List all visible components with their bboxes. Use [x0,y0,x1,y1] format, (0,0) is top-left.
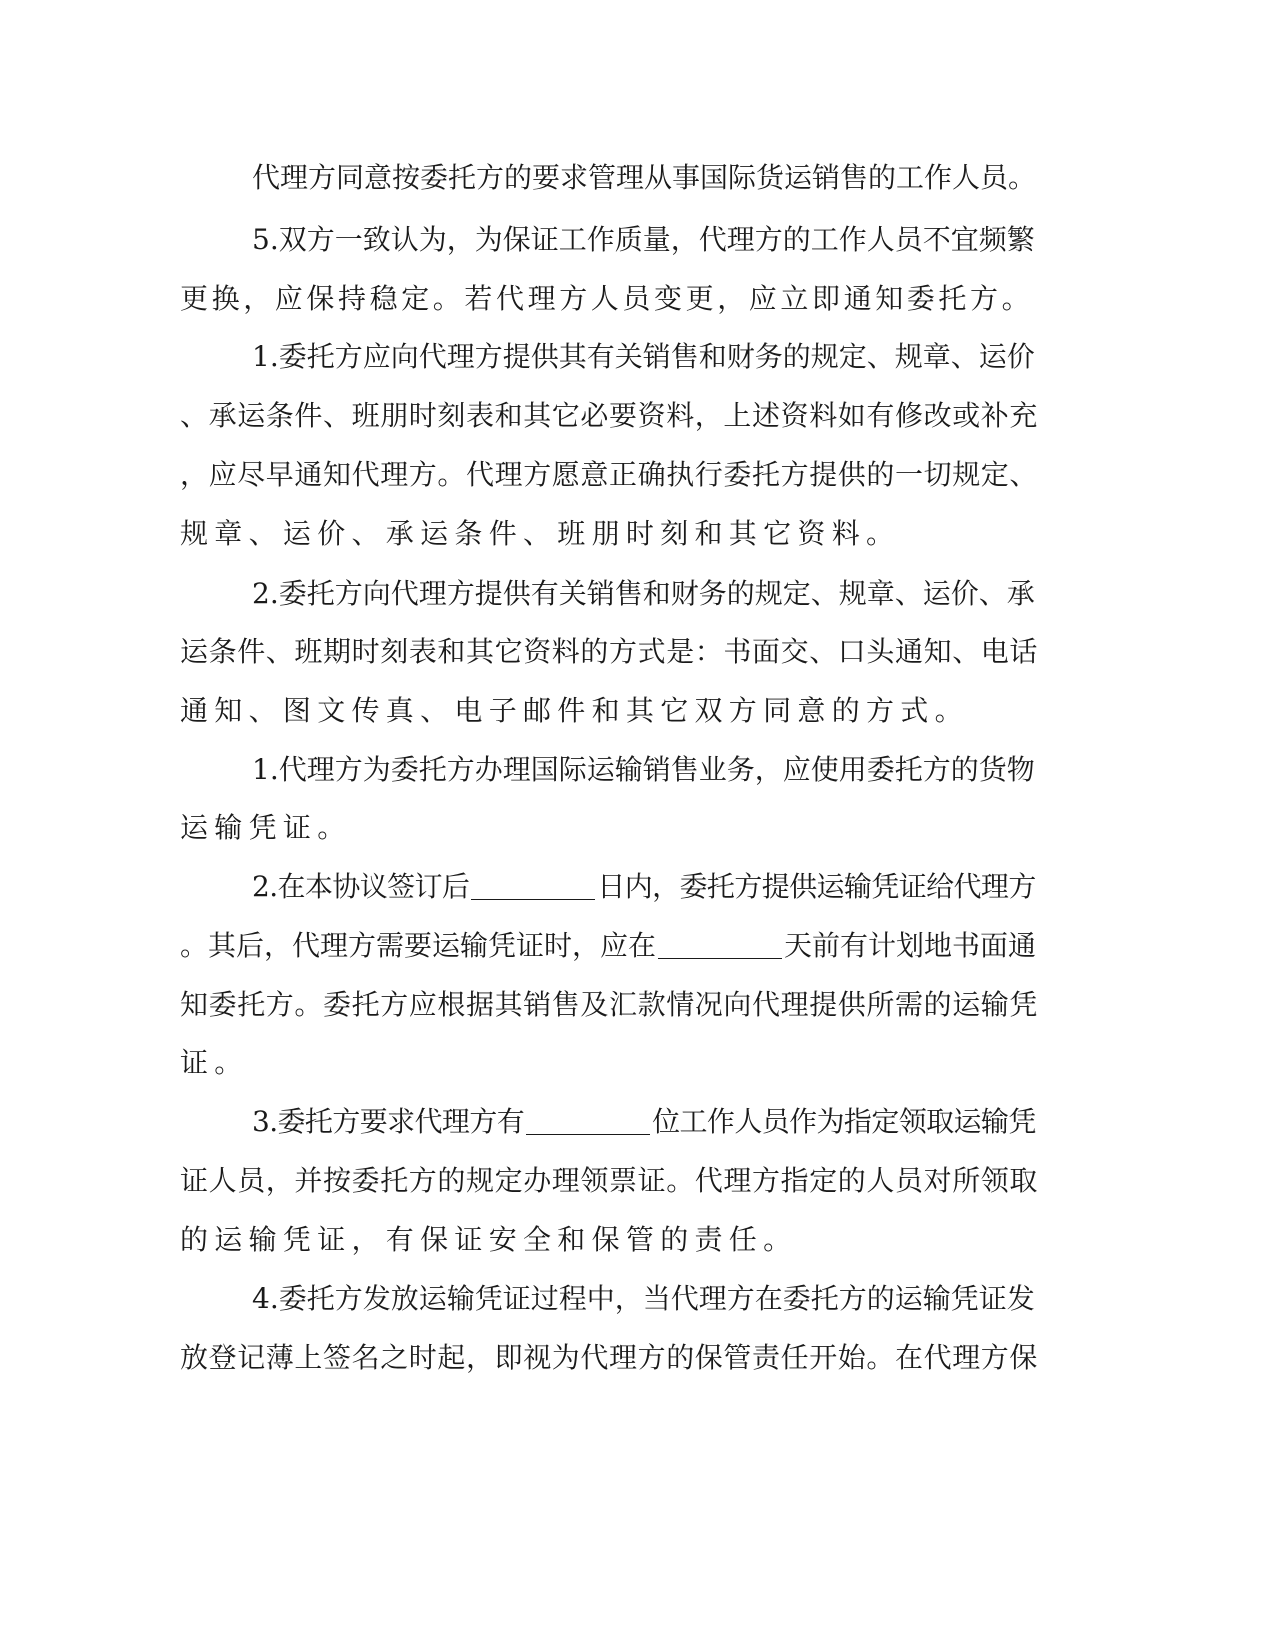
text-segment: 。其后，代理方需要运输凭证时，应在 [180,929,657,962]
text-segment: 证人员，并按委托方的规定办理领票证。代理方指定的人员对所领取 [180,1164,1039,1197]
text-line [180,516,900,552]
fill-in-blank [526,1104,650,1135]
text-line [180,634,1038,670]
text-segment: 4.委托方发放运输凭证过程中，当代理方在委托方的运输凭证发 [252,1282,1035,1315]
text-segment: 规章、运价、承运条件、班朋时刻和其它资料。 [180,517,901,550]
text-segment: 放登记薄上签名之时起，即视为代理方的保管责任开始。在代理方保 [180,1341,1039,1374]
text-segment: 证。 [180,1046,249,1079]
text-line [252,1104,1036,1140]
text-segment: 2.委托方向代理方提供有关销售和财务的规定、规章、运价、承 [252,577,1035,610]
text-segment: 1.代理方为委托方办理国际运输销售业务，应使用委托方的货物 [252,753,1035,786]
text-line [180,457,1038,493]
text-line [252,576,1035,612]
text-segment: 2.在本协议签订后 [252,870,470,903]
text-line [180,810,352,846]
text-line [252,339,1035,375]
text-segment: 知委托方。委托方应根据其销售及汇款情况向代理提供所需的运输凭 [180,988,1039,1021]
text-segment: 运条件、班期时刻表和其它资料的方式是：书面交、口头通知、电话 [180,635,1039,668]
text-segment: 5.双方一致认为，为保证工作质量，代理方的工作人员不宜频繁 [252,223,1035,256]
text-line [180,281,1033,317]
text-segment: 位工作人员作为指定领取运输凭 [652,1105,1036,1138]
text-line [180,398,1038,434]
text-line [252,160,1036,196]
text-line [180,1340,1038,1376]
fill-in-blank [471,869,595,900]
text-line [180,1163,1038,1199]
text-segment: 运输凭证。 [180,811,352,844]
text-line [252,1281,1035,1317]
text-line [252,869,1036,905]
text-line [180,987,1038,1023]
text-segment: 、承运条件、班朋时刻表和其它必要资料，上述资料如有修改或补充 [180,399,1039,432]
text-segment: 更换，应保持稳定。若代理方人员变更，应立即通知委托方。 [180,282,1034,315]
text-line [252,752,1035,788]
fill-in-blank [658,928,782,959]
text-segment: 通知、图文传真、电子邮件和其它双方同意的方式。 [180,694,969,727]
text-segment: ，应尽早通知代理方。代理方愿意正确执行委托方提供的一切规定、 [180,458,1039,491]
text-line [180,928,1036,964]
text-segment: 代理方同意按委托方的要求管理从事国际货运销售的工作人员。 [252,161,1037,194]
text-segment: 天前有计划地书面通 [784,929,1037,962]
text-line [252,222,1035,258]
text-line [180,1045,249,1081]
text-segment: 的运输凭证，有保证安全和保管的责任。 [180,1223,798,1256]
text-segment: 3.委托方要求代理方有 [252,1105,525,1138]
text-segment: 1.委托方应向代理方提供其有关销售和财务的规定、规章、运价 [252,340,1035,373]
text-line [180,693,969,729]
text-segment: 日内，委托方提供运输凭证给代理方 [597,870,1036,903]
text-line [180,1222,797,1258]
